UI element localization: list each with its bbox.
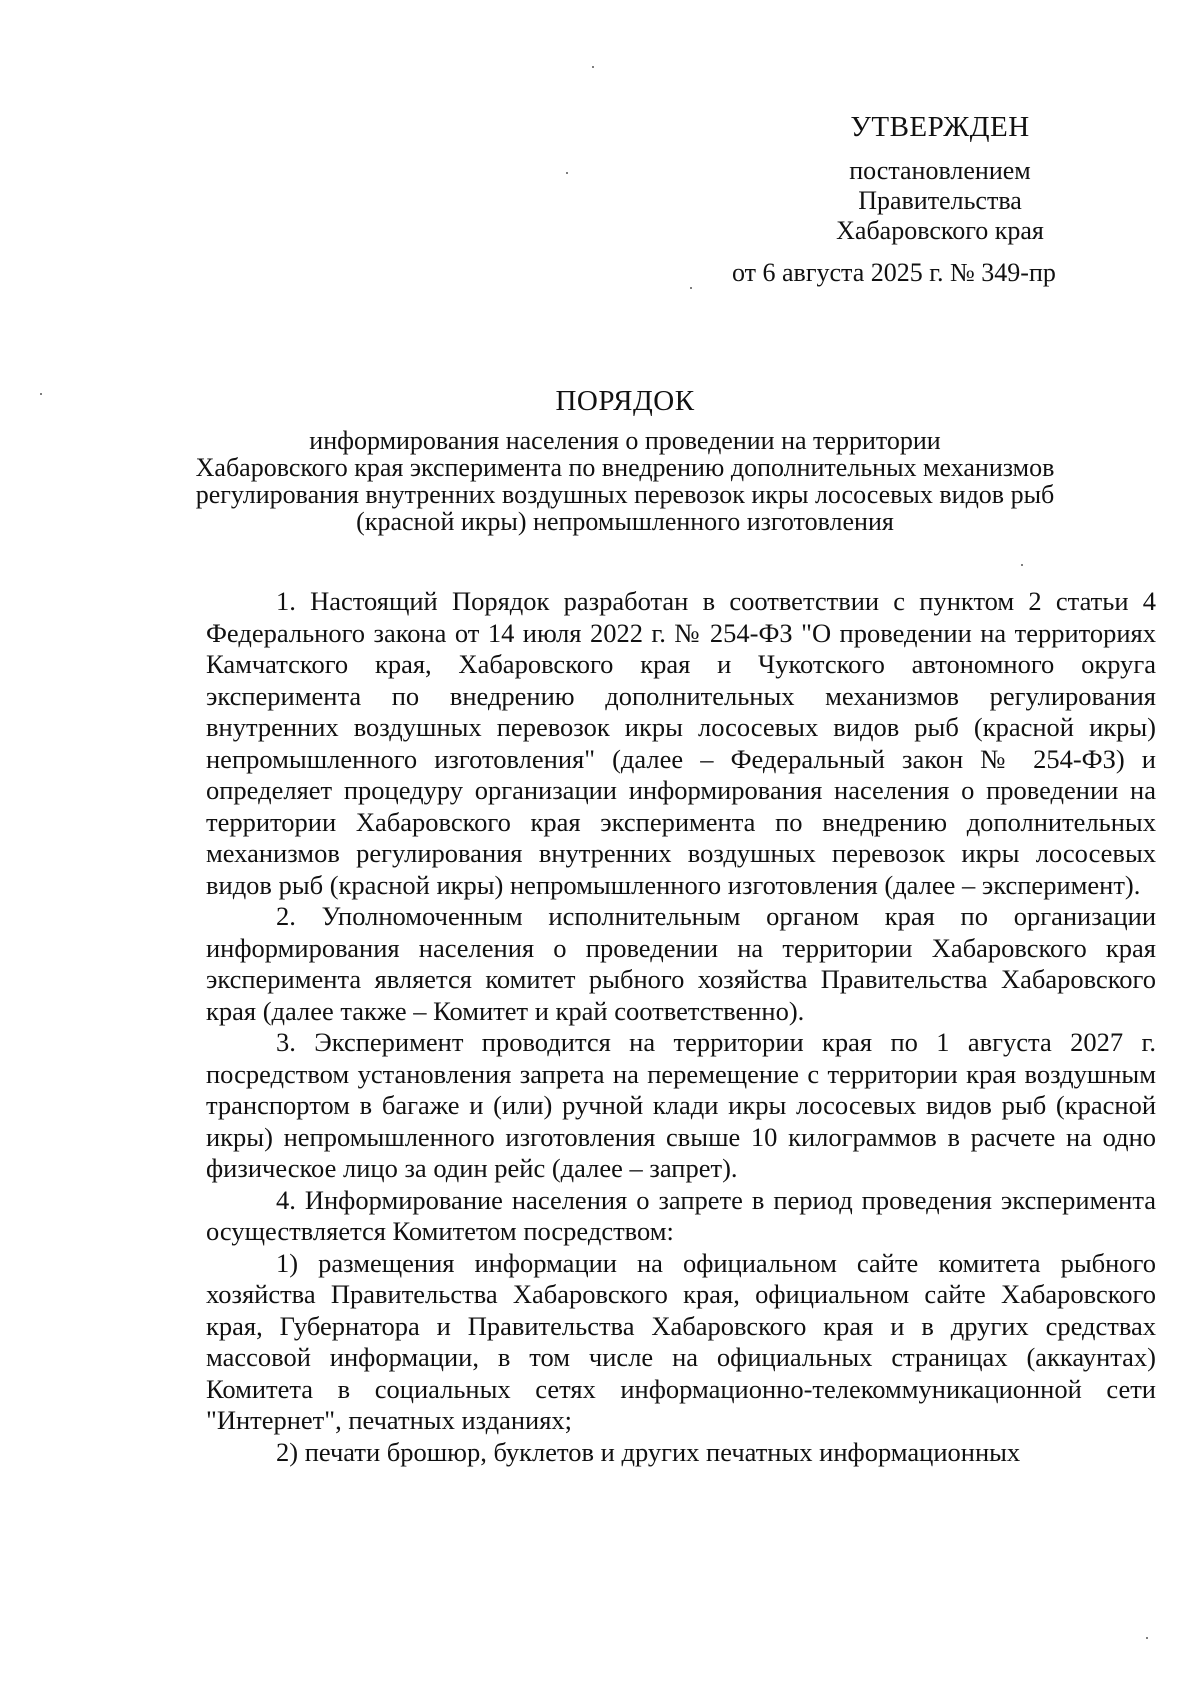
- title-line: регулирования внутренних воздушных перевозок икры лососевых видов рыб: [195, 480, 1055, 509]
- scan-speck: [566, 172, 568, 174]
- title-line: информирования населения о проведении на территории: [309, 426, 941, 455]
- scan-speck: [592, 66, 594, 68]
- paragraph-3: 3. Эксперимент проводится на территории края по 1 августа 2027 г. посредством установления запрета на перемещение с территории края воздушным транспортом в багаже и (или) ручной клади икры лососевых видов рыб (красной икры) непромышленного изготовления свыше 10 килограммов в расчете на одно физическое лицо за один рейс (далее – запрет).: [206, 1027, 1156, 1183]
- approved-heading: УТВЕРЖДЕН: [850, 111, 1030, 143]
- document-body: [206, 586, 1156, 1468]
- approved-by-line: Хабаровского края: [836, 216, 1044, 245]
- paragraph-4-item-1: 1) размещения информации на официальном сайте комитета рыбного хозяйства Правительства Хабаровского края, официальном сайте Хабаровского края, Губернатора и Правительства Хабаровского края и в других средствах массовой информации, в том числе на официальных страницах (аккаунтах) Комитета в социальных сетях информационно-телекоммуникационной сети "Интернет", печатных изданиях;: [206, 1247, 1156, 1435]
- approved-by-line: Правительства: [858, 186, 1022, 215]
- document-kind: ПОРЯДОК: [555, 385, 695, 417]
- approval-stamp-block: [732, 111, 1120, 288]
- decree-date-number: от 6 августа 2025 г. № 349-пр: [732, 258, 1056, 287]
- scan-speck: [40, 393, 42, 395]
- paragraph-1: 1. Настоящий Порядок разработан в соответствии с пунктом 2 статьи 4 Федерального закона от 14 июля 2022 г. № 254-ФЗ "О проведении на территориях Камчатского края, Хабаровского края и Чукотского автономного округа эксперимента по внедрению дополнительных механизмов регулирования внутренних воздушных перевозок икры лососевых видов рыб (красной икры) непромышленного изготовления" (далее – Федеральный закон № 254-ФЗ) и определяет процедуру организации информирования населения о проведении на территории Хабаровского края эксперимента по внедрению дополнительных механизмов регулирования внутренних воздушных перевозок икры лососевых видов рыб (красной икры) непромышленного изготовления (далее – эксперимент).: [206, 586, 1156, 900]
- title-line: Хабаровского края эксперимента по внедрению дополнительных механизмов: [195, 453, 1055, 482]
- approved-by-line: постановлением: [849, 156, 1031, 185]
- paragraph-4-item-2: 2) печати брошюр, буклетов и других печатных информационных: [276, 1436, 1021, 1467]
- paragraph-4: 4. Информирование населения о запрете в период проведения эксперимента осуществляется Комитетом посредством:: [206, 1184, 1156, 1246]
- scan-speck: [690, 287, 692, 289]
- title-line: (красной икры) непромышленного изготовления: [356, 507, 894, 536]
- scan-speck: [1146, 1637, 1148, 1639]
- paragraph-2: 2. Уполномоченным исполнительным органом края по организации информирования населения о проведении на территории Хабаровского края эксперимента является комитет рыбного хозяйства Правительства Хабаровского края (далее также – Комитет и край соответственно).: [206, 901, 1156, 1026]
- document-title: [195, 385, 1055, 536]
- scan-speck: [1021, 564, 1023, 566]
